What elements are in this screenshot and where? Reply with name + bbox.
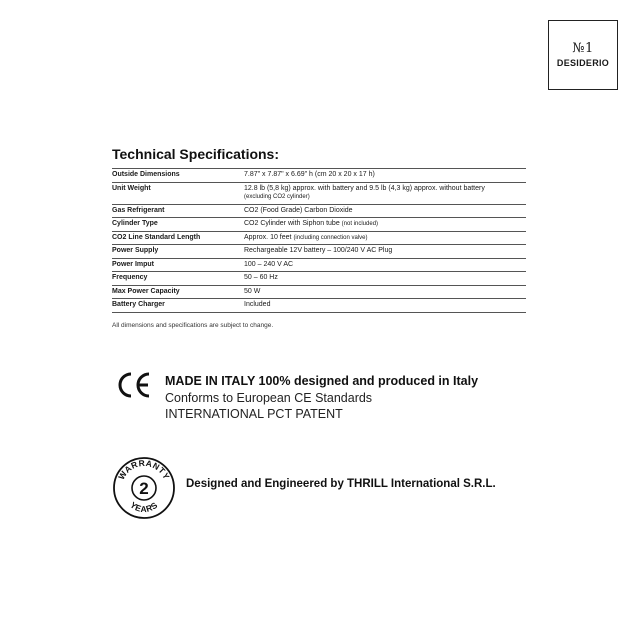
spec-value: 100 – 240 V AC xyxy=(244,260,294,268)
spec-label: Power Supply xyxy=(112,245,232,259)
spec-value-cell xyxy=(232,182,526,204)
spec-value: 50 – 60 Hz xyxy=(244,274,278,281)
specs-table xyxy=(112,168,526,313)
spec-value: 50 W xyxy=(244,287,261,295)
warranty-years-number: 2 xyxy=(139,479,149,498)
spec-row xyxy=(112,182,526,204)
ce-conformity-text: Conforms to European CE Standards xyxy=(165,391,373,405)
spec-row xyxy=(112,218,526,232)
spec-label: Gas Refrigerant xyxy=(112,204,232,218)
spec-value-cell xyxy=(232,299,526,313)
spec-value: 7.87" x 7.87" x 6.69" h (cm 20 x 20 x 17 h) xyxy=(244,171,375,178)
spec-note: (not included) xyxy=(341,221,379,227)
spec-label: Power Imput xyxy=(112,258,232,272)
spec-value-cell xyxy=(232,245,526,259)
spec-value-cell xyxy=(232,272,526,286)
spec-value: Rechargeable 12V battery – 100/240 V AC Plug xyxy=(244,247,393,254)
spec-row xyxy=(112,204,526,218)
spec-label: Outside Dimensions xyxy=(112,169,232,183)
specs-title: Technical Specifications: xyxy=(112,146,280,162)
spec-value-cell xyxy=(232,218,526,232)
spec-row xyxy=(112,231,526,245)
brand-name: DESIDERIO xyxy=(556,58,610,68)
spec-row xyxy=(112,169,526,183)
spec-label: Unit Weight xyxy=(112,182,232,204)
spec-value: Included xyxy=(244,301,271,308)
patent-text: INTERNATIONAL PCT PATENT xyxy=(165,407,343,421)
brand-logo xyxy=(548,20,618,90)
spec-value: Approx. 10 feet xyxy=(244,233,292,241)
spec-label: Max Power Capacity xyxy=(112,285,232,299)
spec-label: Battery Charger xyxy=(112,299,232,313)
spec-value-cell xyxy=(232,204,526,218)
spec-label: Frequency xyxy=(112,272,232,286)
spec-value: 12.8 lb (5,8 kg) approx. with battery and 9.5 lb (4,3 kg) approx. without battery xyxy=(244,184,485,192)
spec-value: CO2 Cylinder with Siphon tube xyxy=(244,220,340,227)
spec-note: (including connection valve) xyxy=(293,234,368,241)
spec-row xyxy=(112,285,526,299)
spec-value-cell xyxy=(232,285,526,299)
brand-number: №1 xyxy=(572,41,594,56)
spec-label: CO2 Line Standard Length xyxy=(112,231,232,245)
made-in-italy-text: MADE IN ITALY 100% designed and produced in Italy xyxy=(165,374,479,388)
spec-value-cell xyxy=(232,258,526,272)
spec-row xyxy=(112,245,526,259)
designer-credit: Designed and Engineered by THRILL International S.R.L. xyxy=(186,478,496,490)
specs-footnote: All dimensions and specifications are subject to change. xyxy=(112,322,274,329)
spec-value: CO2 (Food Grade) Carbon Dioxide xyxy=(244,206,353,214)
svg-text:WARRANTY xyxy=(116,458,172,481)
spec-note: (excluding CO2 cylinder) xyxy=(244,194,310,200)
spec-value-cell xyxy=(232,231,526,245)
warranty-seal-icon xyxy=(112,456,176,520)
spec-row xyxy=(112,272,526,286)
warranty-top-text: WARRANTY xyxy=(116,457,172,482)
warranty-bottom-text: YEARS xyxy=(128,499,160,515)
spec-row xyxy=(112,299,526,313)
spec-row xyxy=(112,258,526,272)
spec-value-cell xyxy=(232,169,526,183)
ce-mark-icon xyxy=(116,371,154,399)
spec-label: Cylinder Type xyxy=(112,218,232,232)
svg-text:YEARS xyxy=(128,500,159,514)
